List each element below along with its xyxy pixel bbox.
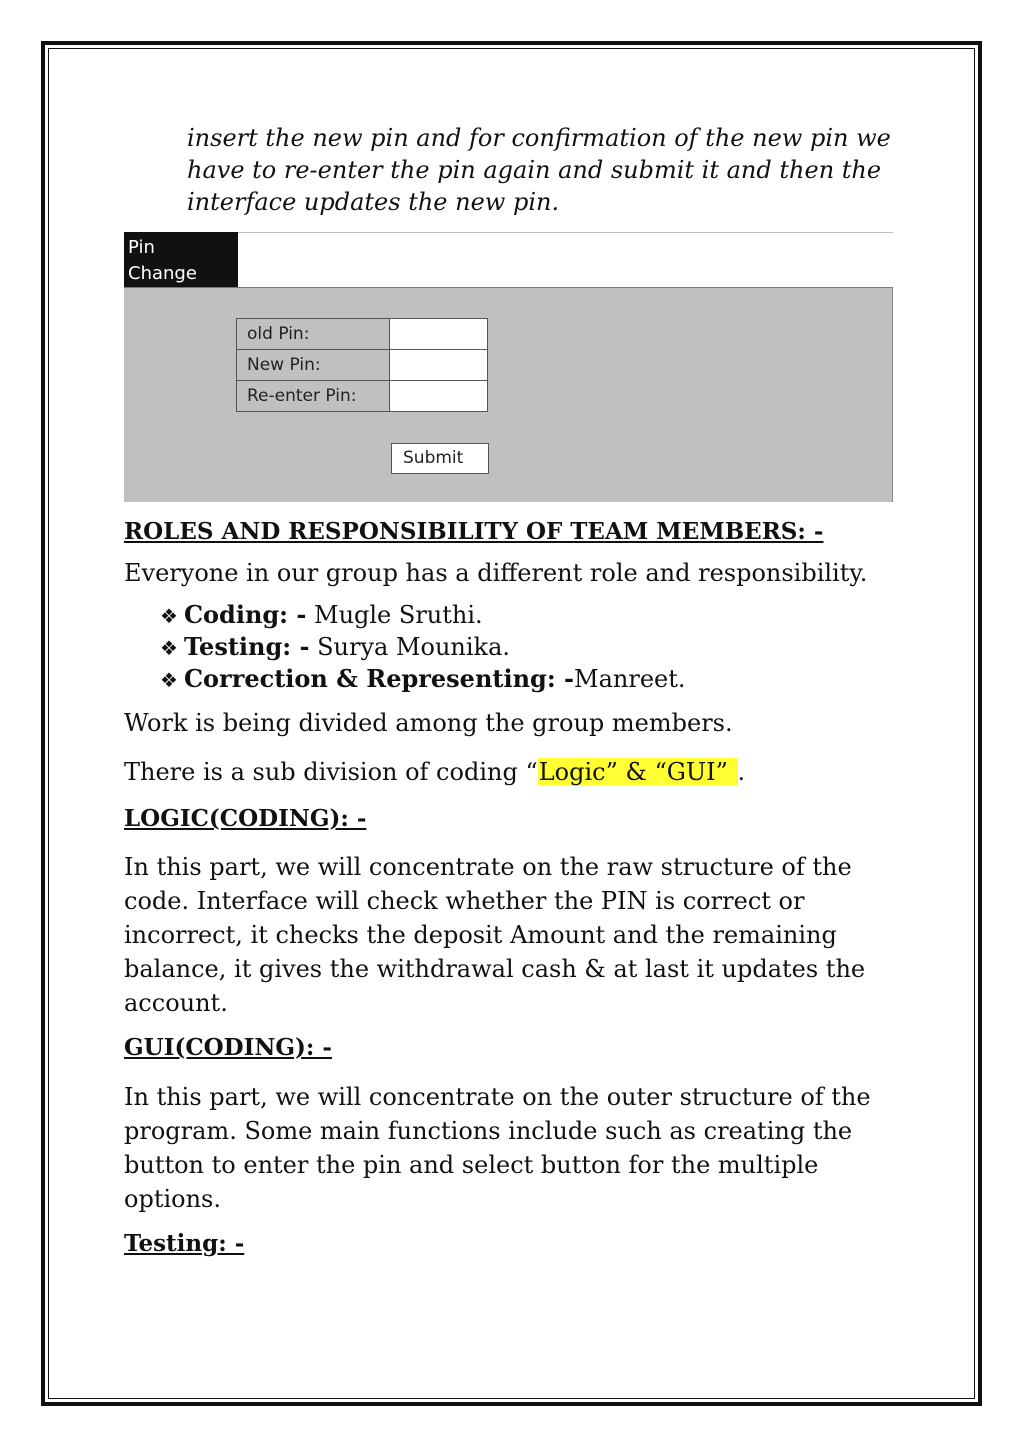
role-person: Mugle Sruthi. [306, 601, 483, 629]
sub-division-prefix: There is a sub division of coding “ [124, 758, 538, 786]
gui-line: program. Some main functions include such as creating the [124, 1117, 853, 1145]
role-name: Testing: - [183, 632, 310, 661]
work-divided-text: Work is being divided among the group members. [124, 709, 733, 737]
diamond-bullet-icon: ❖ [160, 668, 178, 692]
sub-division-suffix: . [737, 758, 746, 786]
logic-line: balance, it gives the withdrawal cash & at last it updates the [124, 955, 866, 983]
new-pin-row [237, 350, 488, 381]
role-person: Manreet. [574, 665, 686, 693]
role-name: Correction & Representing: - [183, 664, 575, 693]
pin-change-screenshot [124, 232, 893, 502]
role-item [160, 632, 510, 661]
gui-line: options. [124, 1185, 221, 1213]
reenter-pin-row [237, 381, 488, 412]
roles-intro: Everyone in our group has a different role and responsibility. [124, 559, 868, 587]
pin-form-table [236, 318, 488, 412]
reenter-pin-field [390, 381, 488, 412]
gui-line: button to enter the pin and select button for the multiple [124, 1151, 819, 1179]
gui-paragraph [124, 1080, 871, 1216]
logic-line: code. Interface will check whether the PIN is correct or [124, 887, 805, 915]
highlighted-text: Logic” & “GUI” [538, 758, 736, 786]
intro-line: have to re-enter the pin again and submit it and then the [187, 156, 882, 184]
role-item [160, 600, 483, 629]
new-pin-label: New Pin: [237, 350, 390, 381]
new-pin-field [390, 350, 488, 381]
pin-change-title [124, 232, 238, 288]
gui-line: In this part, we will concentrate on the outer structure of the [124, 1083, 871, 1111]
title-line: Pin [128, 237, 155, 258]
role-name: Coding: - [183, 600, 307, 629]
role-item [160, 664, 686, 693]
diamond-bullet-icon: ❖ [160, 636, 178, 660]
old-pin-row [237, 319, 488, 350]
logic-line: incorrect, it checks the deposit Amount and the remaining [124, 921, 837, 949]
diamond-bullet-icon: ❖ [160, 604, 178, 628]
role-person: Surya Mounika. [309, 633, 511, 661]
title-line: Change [128, 263, 197, 284]
testing-heading: Testing: - [124, 1230, 245, 1257]
intro-line: insert the new pin and for confirmation of the new pin we [187, 124, 891, 152]
submit-button: Submit [391, 443, 489, 474]
logic-line: account. [124, 989, 228, 1017]
roles-heading: ROLES AND RESPONSIBILITY OF TEAM MEMBERS: - [124, 518, 824, 545]
gui-heading: GUI(CODING): - [124, 1034, 332, 1061]
old-pin-field [390, 319, 488, 350]
pin-change-panel [124, 287, 893, 502]
logic-heading: LOGIC(CODING): - [124, 805, 367, 832]
intro-paragraph [187, 122, 907, 218]
sub-division-text [124, 755, 745, 789]
reenter-pin-label: Re-enter Pin: [237, 381, 390, 412]
logic-paragraph [124, 850, 865, 1020]
intro-line: interface updates the new pin. [187, 188, 560, 216]
old-pin-label: old Pin: [237, 319, 390, 350]
screenshot-top-line [238, 232, 893, 233]
logic-line: In this part, we will concentrate on the raw structure of the [124, 853, 852, 881]
